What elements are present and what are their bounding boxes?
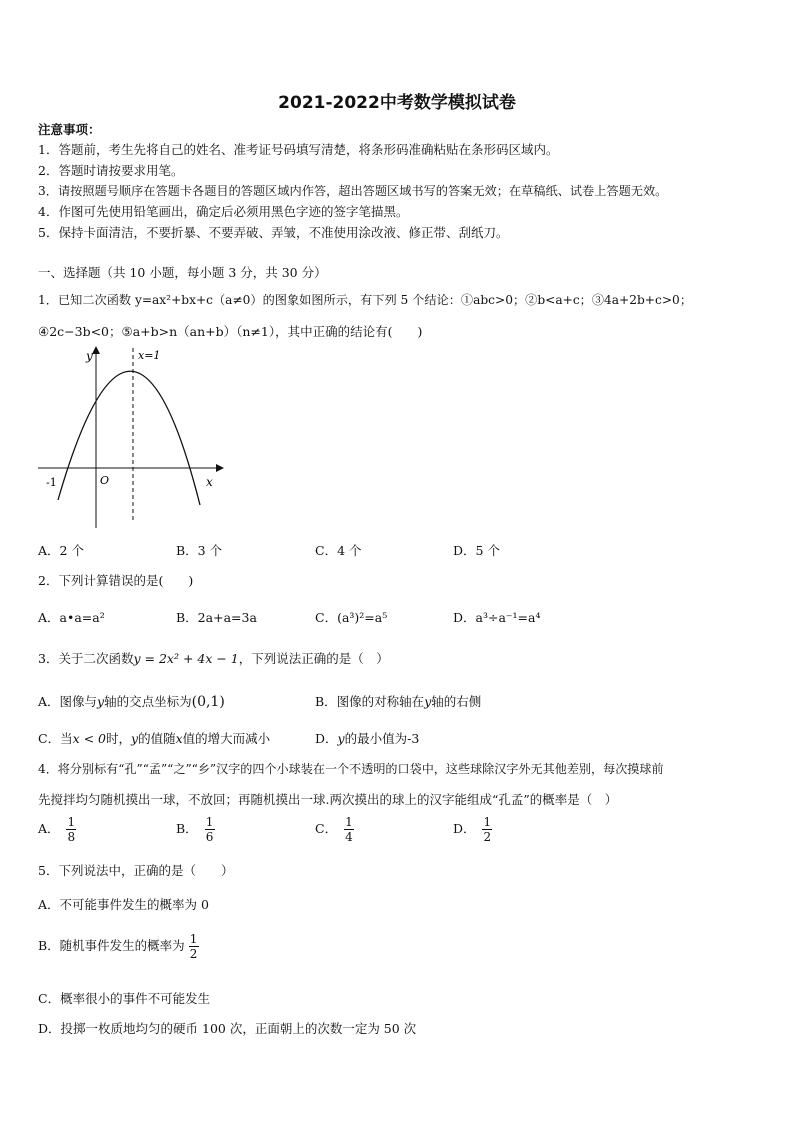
notice-item-4: 4．作图可先使用铅笔画出，确定后必须用黑色字迹的签字笔描黑。 — [38, 204, 409, 219]
q1-parabola-graph — [30, 340, 230, 535]
q5-option-b-text: B．随机事件发生的概率为 — [38, 938, 185, 953]
q3-option-c-text-4: 值的增大而减小 — [182, 731, 271, 746]
symmetry-axis-label: x=1 — [138, 349, 161, 362]
q5-stem: 5．下列说法中，正确的是（ ） — [38, 863, 234, 878]
q3-option-c-text-3: 的值随 — [138, 731, 176, 746]
q2-option-b: B．2a+a=3a — [176, 610, 257, 625]
q5-option-c: C．概率很小的事件不可能发生 — [38, 991, 211, 1006]
q4-option-a-fraction — [66, 815, 78, 844]
notice-heading: 注意事项： — [38, 122, 101, 137]
q3-option-c-y: y — [131, 731, 139, 746]
q3-option-c-condition: x < 0 — [72, 731, 107, 746]
page-title: 2021-2022中考数学模拟试卷 — [278, 93, 516, 113]
q3-option-d-text: D． — [315, 731, 338, 746]
fraction-denominator: 8 — [67, 830, 76, 844]
q4-option-b — [176, 815, 215, 844]
fraction-denominator: 4 — [345, 830, 353, 844]
q3-option-c-x: x — [175, 731, 183, 746]
q3-option-a-text-2: 轴的交点坐标为 — [104, 694, 192, 709]
q2-option-c: C．(a³)²=a⁵ — [315, 610, 388, 625]
fraction-numerator: 1 — [345, 815, 353, 829]
x-axis-arrow-icon — [216, 464, 224, 472]
q4-option-b-label: B． — [176, 821, 198, 836]
q1-option-d: D．5 个 — [453, 543, 500, 558]
notice-item-1: 1．答题前，考生先将自己的姓名、准考证号码填写清楚，将条形码准确粘贴在条形码区域内。 — [38, 142, 559, 157]
section-heading: 一、选择题（共 10 小题，每小题 3 分，共 30 分） — [38, 265, 327, 280]
fraction-denominator: 2 — [189, 947, 198, 961]
q5-option-b — [38, 932, 199, 961]
q3-option-b-y: y — [424, 694, 432, 709]
q1-option-c: C．4 个 — [315, 543, 362, 558]
q3-option-c-text: C．当 — [38, 731, 73, 746]
q3-option-b-text-2: 轴的右侧 — [431, 694, 482, 709]
neg-one-label: -1 — [46, 476, 57, 489]
q3-option-a-text: A．图像与 — [38, 694, 98, 709]
parabola-curve — [58, 371, 200, 505]
q1-stem-line2: ④2c−3b<0；⑤a+b>n（an+b）（n≠1），其中正确的结论有( ) — [38, 324, 423, 339]
q3-option-d-text-2: 的最小值为-3 — [344, 731, 420, 746]
q2-stem: 2．下列计算错误的是( ) — [38, 573, 194, 588]
q4-stem-line2: 先搅拌均匀随机摸出一球，不放回；再随机摸出一球.两次摸出的球上的汉字能组成“孔孟”的概率是（ ） — [38, 792, 618, 807]
q3-option-d — [315, 729, 419, 747]
q4-option-c — [315, 815, 355, 844]
q4-option-b-fraction — [204, 815, 216, 844]
notice-item-2: 2．答题时请按要求用笔。 — [38, 163, 184, 178]
q4-stem-line1: 4．将分别标有“孔”“孟”“之”“乡”汉字的四个小球装在一个不透明的口袋中，这些球除汉字外无其他差别，每次摸球前 — [38, 762, 664, 776]
q3-option-d-y: y — [337, 731, 345, 746]
fraction-numerator: 1 — [189, 932, 198, 946]
y-axis-arrow-icon — [92, 346, 100, 354]
q2-option-d: D．a³÷a⁻¹=a⁴ — [453, 610, 541, 625]
fraction-numerator: 1 — [67, 815, 76, 829]
q3-option-a-y: y — [97, 694, 105, 709]
notice-item-5: 5．保持卡面清洁，不要折暴、不要弄破、弄皱，不准使用涂改液、修正带、刮纸刀。 — [38, 225, 509, 240]
q1-option-a: A．2 个 — [38, 543, 84, 558]
q3-option-a-point: (0,1) — [191, 694, 225, 710]
q3-option-a — [38, 692, 225, 710]
q3-option-c-text-2: 时， — [106, 731, 132, 746]
fraction-denominator: 2 — [483, 830, 492, 844]
q1-option-b: B．3 个 — [176, 543, 223, 558]
q3-stem — [38, 651, 389, 667]
fraction-numerator: 1 — [205, 815, 214, 829]
q3-function: y = 2x² + 4x − 1 — [133, 651, 239, 666]
q5-option-b-fraction — [188, 932, 200, 961]
y-axis-label: y — [86, 349, 93, 363]
origin-label: O — [100, 474, 110, 487]
q1-stem-line1: 1．已知二次函数 y=ax²+bx+c（a≠0）的图象如图所示，有下列 5 个结论：①abc>0；②b<a+c；③4a+2b+c>0； — [38, 293, 693, 307]
q3-stem-text-a: 3．关于二次函数 — [38, 651, 134, 666]
q2-option-a: A．a•a=a² — [38, 610, 105, 625]
fraction-denominator: 6 — [205, 830, 214, 844]
fraction-numerator: 1 — [483, 815, 492, 829]
q3-option-b — [315, 692, 481, 710]
q4-option-d — [453, 815, 493, 844]
q4-option-c-label: C． — [315, 821, 338, 836]
q3-option-b-text: B．图像的对称轴在 — [315, 694, 425, 709]
notice-item-3: 3．请按照题号顺序在答题卡各题目的答题区域内作答，超出答题区域书写的答案无效；在草稿纸、试卷上答题无效。 — [38, 184, 668, 198]
x-axis-label: x — [206, 475, 213, 489]
q3-option-c — [38, 729, 270, 747]
q4-option-d-fraction — [482, 815, 494, 844]
q5-option-d: D．投掷一枚质地均匀的硬币 100 次，正面朝上的次数一定为 50 次 — [38, 1021, 417, 1036]
q4-option-a — [38, 815, 77, 844]
q4-option-a-label: A． — [38, 821, 60, 836]
q4-option-d-label: D． — [453, 821, 476, 836]
q4-option-c-fraction — [343, 815, 355, 844]
q3-stem-text-b: ，下列说法正确的是（ ） — [238, 651, 389, 666]
q5-option-a: A．不可能事件发生的概率为 0 — [38, 897, 209, 912]
